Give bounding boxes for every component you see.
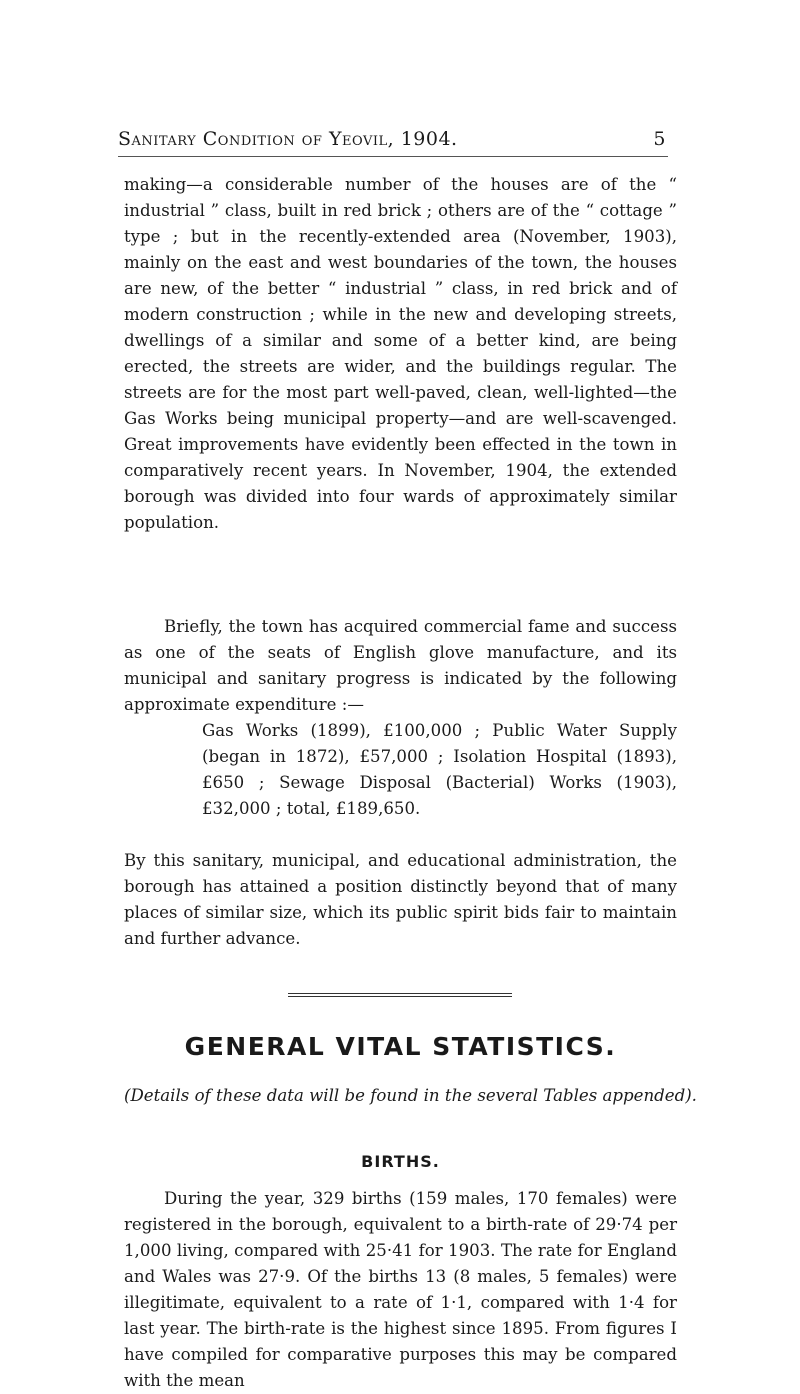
header-rule bbox=[118, 156, 668, 157]
paragraph-housing: making—a considerable number of the houses are of the “ industrial ” class, built in red brick ; others are of the “ cottage ” type ; but in the recently-extended area (November, 1903), mainly on the east and west boundaries of the town, the houses are new, of the better “ industrial ” class, in red brick and of modern construction ; while in the new and developing streets, dwellings of a similar and some of a better kind, are being erected, the streets are wider, and the buildings regular. The streets are for the most part well-paved, clean, well-lighted—the Gas Works being municipal property—and are well-scavenged. Great improvements have evidently been effected in the town in comparatively recent years. In November, 1904, the extended borough was divided into four wards of approximately similar population. bbox=[124, 175, 677, 532]
running-header bbox=[118, 128, 666, 150]
header-title: Sanitary Condition of Yeovil, 1904. bbox=[118, 128, 458, 150]
paragraph-births: During the year, 329 births (159 males, 170 females) were registered in the borough, equivalent to a birth-rate of 29·74 per 1,000 living, compared with 25·41 for 1903. The rate for England and Wales was 27·9. Of the births 13 (8 males, 5 females) were illegitimate, equivalent to a rate of 1·1, compared with 1·4 for last year. The birth-rate is the highest since 1895. From figures I have compiled for comparative purposes this may be compared with the mean bbox=[124, 1189, 677, 1390]
page-number: 5 bbox=[653, 128, 666, 150]
paragraph-progress: Briefly, the town has acquired commercial fame and success as one of the seats of English glove manufacture, and its municipal and sanitary progress is indicated by the following approximate expenditure :— bbox=[124, 617, 677, 714]
expenditure-list: Gas Works (1899), £100,000 ; Public Water Supply (began in 1872), £57,000 ; Isolation Hospital (1893), £650 ; Sewage Disposal (Bacterial) Works (1903), £32,000 ; total, £189,650. bbox=[202, 721, 677, 818]
details-note: (Details of these data will be found in the several Tables appended). bbox=[124, 1086, 697, 1105]
section-divider bbox=[288, 993, 512, 997]
paragraph-administration: By this sanitary, municipal, and educational administration, the borough has attained a position distinctly beyond that of many places of similar size, which its public spirit bids fair to maintain and further advance. bbox=[124, 851, 677, 948]
section-heading-births: BIRTHS. bbox=[361, 1152, 440, 1171]
section-heading-vital-statistics: GENERAL VITAL STATISTICS. bbox=[184, 1032, 617, 1061]
